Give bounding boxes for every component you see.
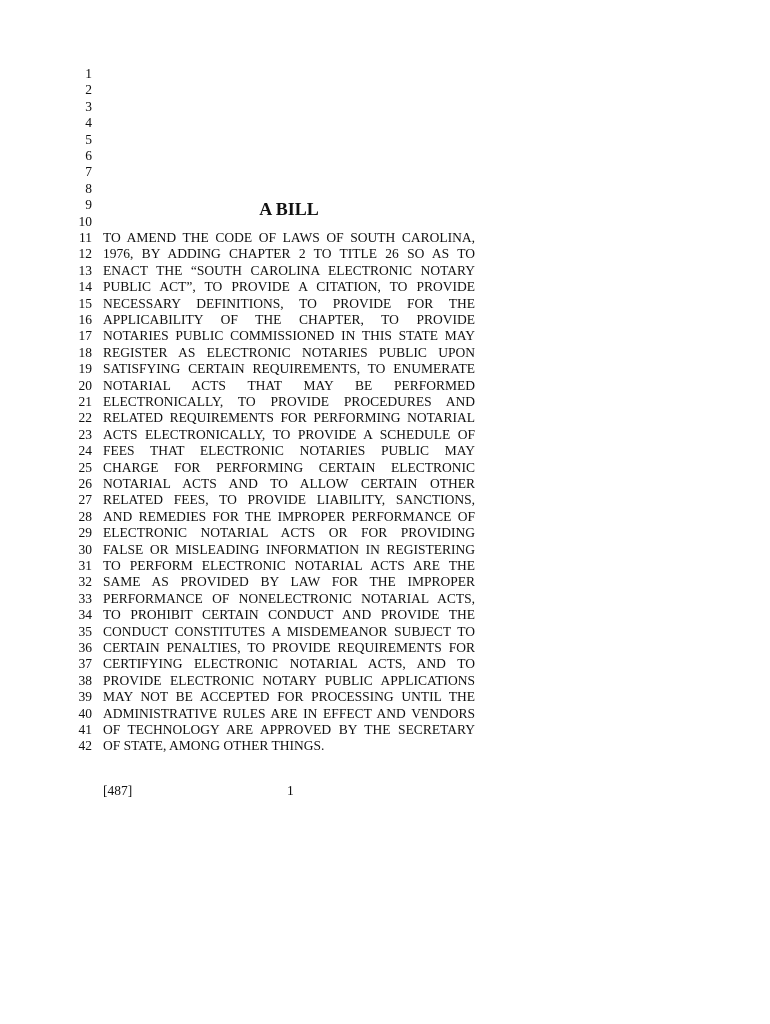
line-number: 14 xyxy=(78,279,92,295)
document-line xyxy=(0,443,770,459)
line-number: 5 xyxy=(85,131,92,147)
line-number: 22 xyxy=(78,410,92,426)
document-line xyxy=(0,460,770,476)
document-line xyxy=(0,591,770,607)
line-number: 18 xyxy=(78,344,92,360)
line-number: 21 xyxy=(78,394,92,409)
document-line xyxy=(0,410,770,426)
bill-summary-line: ACTS ELECTRONICALLY, TO PROVIDE A SCHEDULE OF xyxy=(103,426,475,442)
document-line xyxy=(0,197,770,213)
document-line xyxy=(0,706,770,722)
footer-document-code: [487] xyxy=(103,783,133,798)
document-line xyxy=(0,312,770,328)
document-line xyxy=(0,525,770,541)
bill-summary-line: CHARGE FOR PERFORMING CERTAIN ELECTRONIC xyxy=(103,459,475,475)
line-number: 13 xyxy=(78,262,92,278)
bill-summary-line: AND REMEDIES FOR THE IMPROPER PERFORMANCE OF xyxy=(103,508,475,524)
bill-summary-line: NOTARIAL ACTS THAT MAY BE PERFORMED xyxy=(103,377,475,393)
line-number: 23 xyxy=(78,426,92,442)
line-number: 2 xyxy=(85,82,92,98)
line-number: 39 xyxy=(78,689,92,705)
line-number: 38 xyxy=(78,672,92,688)
line-number: 26 xyxy=(78,476,92,491)
bill-summary-line: RELATED FEES, TO PROVIDE LIABILITY, SANCTIONS, xyxy=(103,492,475,508)
document-line xyxy=(0,394,770,410)
line-number: 41 xyxy=(78,722,92,737)
line-number: 32 xyxy=(78,574,92,590)
line-number: 37 xyxy=(78,656,92,672)
line-number: 31 xyxy=(78,558,92,573)
document-line xyxy=(0,148,770,164)
bill-summary-line: NOTARIAL ACTS AND TO ALLOW CERTAIN OTHER xyxy=(103,476,475,491)
document-line xyxy=(0,99,770,115)
bill-summary-line: TO PERFORM ELECTRONIC NOTARIAL ACTS ARE THE xyxy=(103,558,475,573)
footer-page-number: 1 xyxy=(287,783,294,798)
bill-summary-line: SATISFYING CERTAIN REQUIREMENTS, TO ENUMERATE xyxy=(103,361,475,377)
document-line xyxy=(0,476,770,492)
document-line xyxy=(0,427,770,443)
document-line xyxy=(0,689,770,705)
line-number: 19 xyxy=(78,361,92,377)
bill-summary-line: ENACT THE “SOUTH CAROLINA ELECTRONIC NOTARY xyxy=(103,262,475,278)
document-line xyxy=(0,279,770,295)
bill-summary-line: PROVIDE ELECTRONIC NOTARY PUBLIC APPLICATIONS xyxy=(103,672,475,688)
bill-summary-line: OF STATE, AMONG OTHER THINGS. xyxy=(103,738,325,754)
line-number: 42 xyxy=(78,738,92,754)
document-line xyxy=(0,246,770,262)
bill-summary-line: NECESSARY DEFINITIONS, TO PROVIDE FOR THE xyxy=(103,295,475,311)
bill-summary-line: PERFORMANCE OF NONELECTRONIC NOTARIAL ACTS, xyxy=(103,590,475,606)
document-line xyxy=(0,164,770,180)
document-line xyxy=(0,181,770,197)
line-number: 3 xyxy=(85,98,92,114)
document-line xyxy=(0,328,770,344)
line-number: 8 xyxy=(85,180,92,196)
line-number: 10 xyxy=(78,213,92,229)
document-line xyxy=(0,492,770,508)
document-line xyxy=(0,722,770,738)
bill-summary-line: CERTIFYING ELECTRONIC NOTARIAL ACTS, AND TO xyxy=(103,656,475,672)
line-number: 7 xyxy=(85,164,92,180)
bill-summary-line: CERTAIN PENALTIES, TO PROVIDE REQUIREMENTS FOR xyxy=(103,640,475,655)
document-line xyxy=(0,558,770,574)
line-number: 29 xyxy=(78,525,92,541)
line-number: 4 xyxy=(85,115,92,131)
bill-summary-line: TO AMEND THE CODE OF LAWS OF SOUTH CAROLINA, xyxy=(103,230,475,245)
document-line xyxy=(0,263,770,279)
bill-summary-line: ELECTRONICALLY, TO PROVIDE PROCEDURES AND xyxy=(103,394,475,409)
bill-summary-line: FEES THAT ELECTRONIC NOTARIES PUBLIC MAY xyxy=(103,443,475,459)
bill-summary-line: RELATED REQUIREMENTS FOR PERFORMING NOTARIAL xyxy=(103,410,475,426)
document-line xyxy=(0,542,770,558)
line-number: 36 xyxy=(78,640,92,655)
document-line xyxy=(0,738,770,754)
bill-summary-line: OF TECHNOLOGY ARE APPROVED BY THE SECRETARY xyxy=(103,722,475,737)
bill-title: A BILL xyxy=(259,199,319,219)
bill-summary-line: SAME AS PROVIDED BY LAW FOR THE IMPROPER xyxy=(103,574,475,590)
line-number: 11 xyxy=(79,230,92,245)
line-number: 35 xyxy=(78,623,92,639)
bill-summary-line: APPLICABILITY OF THE CHAPTER, TO PROVIDE xyxy=(103,312,475,327)
line-number: 40 xyxy=(78,705,92,721)
bill-summary-line: ADMINISTRATIVE RULES ARE IN EFFECT AND VENDORS xyxy=(103,705,475,721)
document-line xyxy=(0,673,770,689)
line-number: 30 xyxy=(78,541,92,557)
document-line xyxy=(0,82,770,98)
line-number: 20 xyxy=(78,377,92,393)
bill-summary-line: 1976, BY ADDING CHAPTER 2 TO TITLE 26 SO AS TO xyxy=(103,246,475,262)
line-number: 6 xyxy=(85,148,92,163)
bill-summary-line: REGISTER AS ELECTRONIC NOTARIES PUBLIC UPON xyxy=(103,344,475,360)
line-number: 28 xyxy=(78,508,92,524)
document-line xyxy=(0,66,770,82)
line-number: 15 xyxy=(78,295,92,311)
bill-summary-line: ELECTRONIC NOTARIAL ACTS OR FOR PROVIDING xyxy=(103,525,475,541)
document-line xyxy=(0,230,770,246)
document-line xyxy=(0,345,770,361)
document-line xyxy=(0,361,770,377)
document-line xyxy=(0,296,770,312)
bill-summary-line: MAY NOT BE ACCEPTED FOR PROCESSING UNTIL THE xyxy=(103,689,475,705)
document-line xyxy=(0,115,770,131)
bill-summary-line: CONDUCT CONSTITUTES A MISDEMEANOR SUBJECT TO xyxy=(103,623,475,639)
line-number: 17 xyxy=(78,328,92,344)
bill-summary-line: FALSE OR MISLEADING INFORMATION IN REGISTERING xyxy=(103,541,475,557)
bill-summary-line: NOTARIES PUBLIC COMMISSIONED IN THIS STATE MAY xyxy=(103,328,475,344)
document-line xyxy=(0,624,770,640)
document-line xyxy=(0,640,770,656)
document-line xyxy=(0,378,770,394)
document-line xyxy=(0,656,770,672)
bill-summary-line: TO PROHIBIT CERTAIN CONDUCT AND PROVIDE THE xyxy=(103,607,475,623)
line-number: 34 xyxy=(78,607,92,623)
line-number: 33 xyxy=(78,590,92,606)
document-line xyxy=(0,607,770,623)
document-line xyxy=(0,214,770,230)
document-line xyxy=(0,509,770,525)
line-number: 1 xyxy=(85,66,92,81)
line-number: 24 xyxy=(78,443,92,459)
line-number: 25 xyxy=(78,459,92,475)
document-line xyxy=(0,132,770,148)
line-number: 9 xyxy=(85,197,92,213)
line-number: 12 xyxy=(78,246,92,262)
line-number: 16 xyxy=(78,312,92,327)
line-number: 27 xyxy=(78,492,92,508)
document-line xyxy=(0,574,770,590)
bill-summary-line: PUBLIC ACT”, TO PROVIDE A CITATION, TO PROVIDE xyxy=(103,279,475,295)
